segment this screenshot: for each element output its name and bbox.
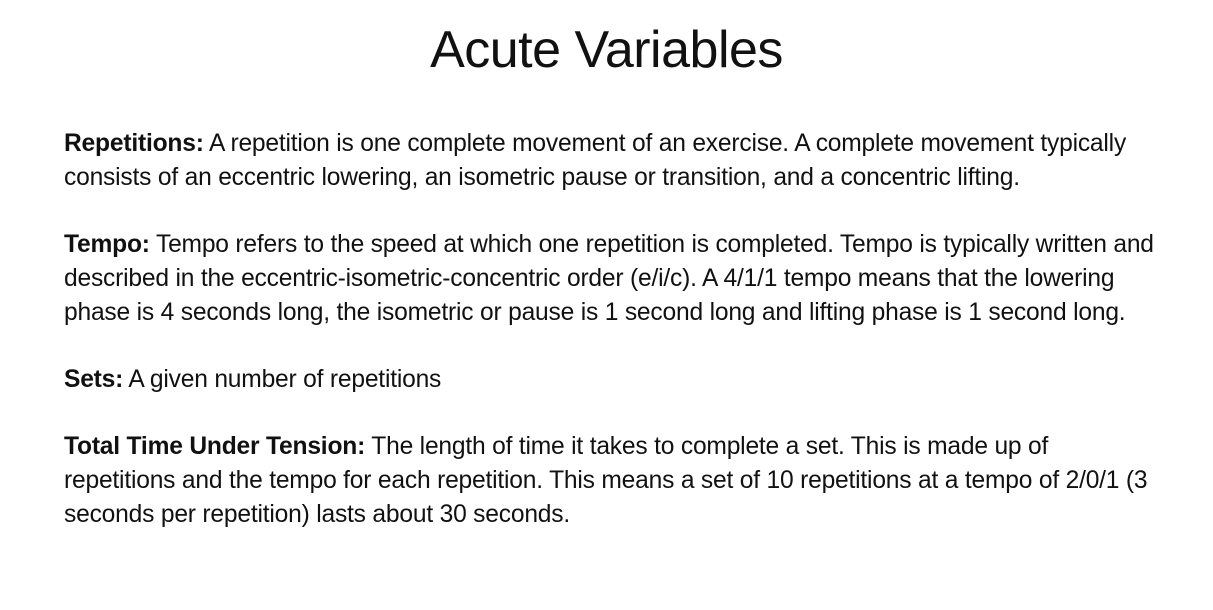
definition-repetitions: A repetition is one complete movement of an exercise. A complete movement typically consists of an eccentric lowering, an isometric pause or transition, and a concentric lifting. (64, 130, 1127, 191)
term-sets: Sets: (64, 366, 124, 393)
term-repetitions: Repetitions: (64, 130, 204, 157)
paragraph-repetitions (64, 127, 1164, 195)
slide-body (64, 127, 1164, 565)
term-total-time-under-tension: Total Time Under Tension: (64, 433, 366, 460)
paragraph-sets (64, 363, 1164, 397)
slide-title: Acute Variables (430, 21, 783, 79)
definition-total-time-under-tension: The length of time it takes to complete a set. This is made up of repetitions and the tempo for each repetition. This means a set of 10 repetitions at a tempo of 2/0/1 (3 seconds per repetition) lasts about 30 seconds. (64, 433, 1148, 528)
paragraph-tempo (64, 228, 1164, 330)
term-tempo: Tempo: (64, 231, 150, 258)
paragraph-total-time-under-tension (64, 430, 1164, 532)
definition-sets: A given number of repetitions (123, 366, 442, 393)
definition-tempo: Tempo refers to the speed at which one repetition is completed. Tempo is typically written and described in the eccentric-isometric-concentric order (e/i/c). A 4/1/1 tempo means that the lowering phase is 4 seconds long, the isometric or pause is 1 second long and lifting phase is 1 second long. (64, 231, 1154, 326)
